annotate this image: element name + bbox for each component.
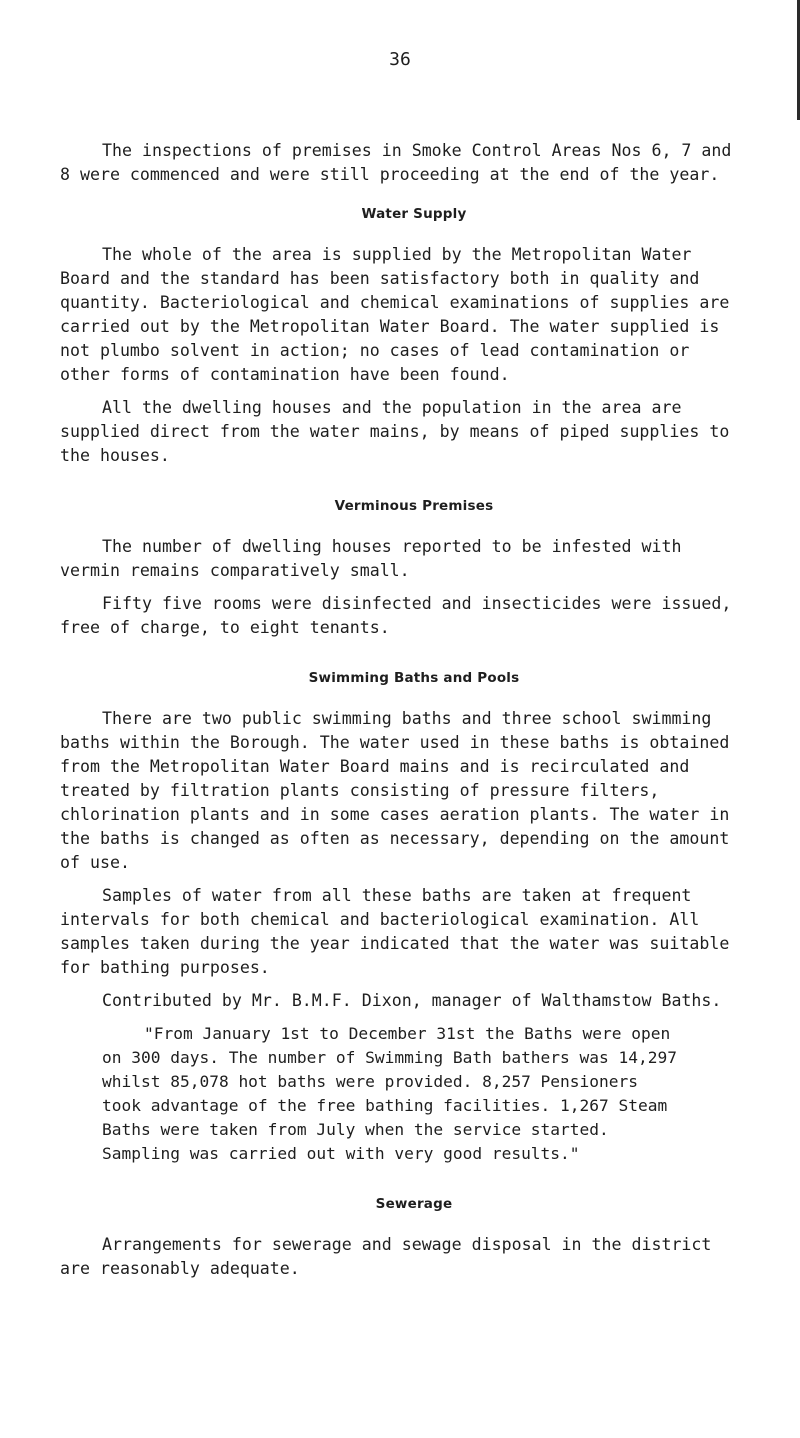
text-line: supplied direct from the water mains, by means of piped supplies to [60, 422, 730, 441]
section-heading-verminous-premises: Verminous Premises [334, 498, 494, 514]
text-line: 8 were commenced and were still proceeding at the end of the year. [60, 165, 720, 184]
water-supply-paragraph-2 [60, 396, 768, 468]
section-heading-swimming-baths: Swimming Baths and Pools [308, 670, 520, 686]
text-line: quantity. Bacteriological and chemical examinations of supplies are [60, 293, 730, 312]
text-line: on 300 days. The number of Swimming Bath bathers was 14,297 [102, 1048, 677, 1067]
swimming-paragraph-2 [60, 884, 768, 980]
text-line: All the dwelling houses and the population in the area are [102, 398, 682, 417]
section-heading-water-supply: Water Supply [361, 206, 467, 222]
text-line: treated by filtration plants consisting of pressure filters, [60, 781, 660, 800]
text-line: chlorination plants and in some cases aeration plants. The water in [60, 805, 730, 824]
verminous-paragraph-2 [60, 592, 768, 640]
text-line: The number of dwelling houses reported to be infested with [102, 537, 682, 556]
text-line: Board and the standard has been satisfactory both in quality and [60, 269, 700, 288]
sewerage-paragraph [60, 1233, 768, 1281]
text-line: are reasonably adequate. [60, 1259, 300, 1278]
text-line: from the Metropolitan Water Board mains and is recirculated and [60, 757, 690, 776]
text-line: The inspections of premises in Smoke Control Areas Nos 6, 7 and [102, 141, 732, 160]
section-heading-sewerage: Sewerage [375, 1196, 453, 1212]
text-line: the houses. [60, 446, 170, 465]
text-line: carried out by the Metropolitan Water Board. The water supplied is [60, 317, 720, 336]
text-line: Fifty five rooms were disinfected and insecticides were issued, [102, 594, 732, 613]
text-line: intervals for both chemical and bacteriological examination. All [60, 910, 700, 929]
text-line: vermin remains comparatively small. [60, 561, 410, 580]
baths-manager-quote [60, 1022, 768, 1166]
text-line: Baths were taken from July when the service started. [102, 1120, 609, 1139]
text-line: whilst 85,078 hot baths were provided. 8,257 Pensioners [102, 1072, 639, 1091]
text-line: Sampling was carried out with very good results." [102, 1144, 580, 1163]
intro-paragraph [60, 139, 768, 187]
text-line: There are two public swimming baths and three school swimming [102, 709, 712, 728]
text-line: other forms of contamination have been found. [60, 365, 510, 384]
swimming-paragraph-1 [60, 707, 768, 875]
page-number: 36 [389, 49, 411, 70]
text-line: the baths is changed as often as necessary, depending on the amount [60, 829, 730, 848]
swimming-contributor-line [60, 989, 768, 1013]
text-line: baths within the Borough. The water used in these baths is obtained [60, 733, 730, 752]
verminous-paragraph-1 [60, 535, 768, 583]
text-line: The whole of the area is supplied by the Metropolitan Water [102, 245, 692, 264]
page-body [60, 139, 768, 1281]
text-line: not plumbo solvent in action; no cases of lead contamination or [60, 341, 690, 360]
text-line: free of charge, to eight tenants. [60, 618, 390, 637]
text-line: for bathing purposes. [60, 958, 270, 977]
text-line: samples taken during the year indicated that the water was suitable [60, 934, 730, 953]
text-line: Contributed by Mr. B.M.F. Dixon, manager of Walthamstow Baths. [102, 991, 722, 1010]
text-line: Arrangements for sewerage and sewage disposal in the district [102, 1235, 712, 1254]
water-supply-paragraph-1 [60, 243, 768, 387]
text-line: of use. [60, 853, 130, 872]
text-line: "From January 1st to December 31st the Baths were open [144, 1024, 671, 1043]
text-line: Samples of water from all these baths are taken at frequent [102, 886, 692, 905]
text-line: took advantage of the free bathing facilities. 1,267 Steam [102, 1096, 668, 1115]
